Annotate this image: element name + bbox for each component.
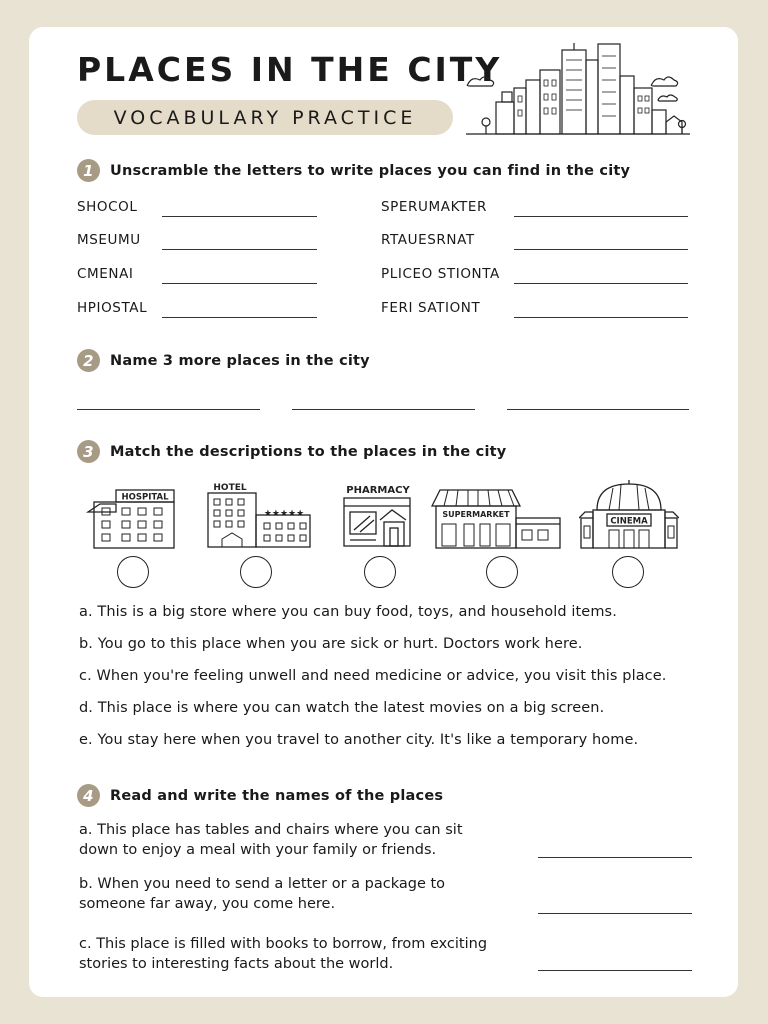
section-2-number: 2 — [77, 349, 100, 372]
pharmacy-icon — [340, 482, 416, 550]
scramble-row — [77, 232, 317, 248]
city-skyline-illustration — [462, 40, 694, 140]
scrambled-word: RTAUESRNAT — [381, 232, 475, 248]
section-2-heading — [77, 349, 370, 372]
answer-line[interactable] — [77, 409, 260, 410]
answer-line[interactable] — [538, 913, 692, 914]
cinema-label: CINEMA — [610, 516, 648, 527]
answer-line[interactable] — [538, 970, 692, 971]
section-3-title: Match the descriptions to the places in the city — [110, 443, 507, 460]
description-b: b. You go to this place when you are sick or hurt. Doctors work here. — [79, 636, 583, 652]
answer-line[interactable] — [514, 316, 688, 318]
read-write-question-c: c. This place is filled with books to borrow, from exciting stories to interesting facts about the world. — [79, 936, 488, 972]
description-c: c. When you're feeling unwell and need medicine or advice, you visit this place. — [79, 668, 667, 684]
pharmacy-label: PHARMACY — [346, 485, 410, 496]
supermarket-icon — [428, 488, 564, 550]
section-4-heading — [77, 784, 443, 807]
answer-line[interactable] — [538, 857, 692, 858]
answer-line[interactable] — [507, 409, 689, 410]
description-a: a. This is a big store where you can buy food, toys, and household items. — [79, 604, 617, 620]
scrambled-word: CMENAI — [77, 266, 134, 282]
svg-text:★★★★★: ★★★★★ — [263, 509, 305, 519]
scramble-row — [77, 266, 317, 282]
hotel-label: HOTEL — [213, 483, 247, 493]
scrambled-word: HPIOSTAL — [77, 300, 148, 316]
subtitle-pill: VOCABULARY PRACTICE — [77, 100, 453, 135]
description-e: e. You stay here when you travel to another city. It's like a temporary home. — [79, 732, 639, 748]
answer-line[interactable] — [514, 282, 688, 284]
scramble-row — [381, 300, 688, 316]
section-4-title: Read and write the names of the places — [110, 787, 444, 804]
hospital-label: HOSPITAL — [121, 492, 169, 503]
answer-line[interactable] — [162, 282, 317, 284]
scramble-row — [381, 232, 688, 248]
description-d: d. This place is where you can watch the latest movies on a big screen. — [79, 700, 605, 716]
answer-line[interactable] — [162, 248, 317, 250]
answer-circle-pharmacy[interactable] — [364, 556, 396, 588]
read-write-question-b: b. When you need to send a letter or a package to someone far away, you come here. — [79, 876, 446, 912]
supermarket-label: SUPERMARKET — [442, 510, 510, 519]
section-3-number: 3 — [77, 440, 100, 463]
scrambled-word: PLICEO STIONTA — [381, 266, 500, 282]
answer-line[interactable] — [292, 409, 475, 410]
scramble-row — [381, 266, 688, 282]
scramble-row — [77, 300, 317, 316]
cinema-icon — [579, 480, 679, 550]
read-write-question-a: a. This place has tables and chairs where you can sit down to enjoy a meal with your family or friends. — [79, 822, 463, 858]
scrambled-word: MSEUMU — [77, 232, 141, 248]
scramble-row — [77, 199, 317, 215]
scrambled-word: SHOCOL — [77, 199, 138, 215]
answer-line[interactable] — [162, 316, 317, 318]
answer-circle-hotel[interactable] — [240, 556, 272, 588]
answer-line[interactable] — [514, 248, 688, 250]
section-1-number: 1 — [77, 159, 100, 182]
answer-line[interactable] — [514, 215, 688, 217]
section-2-title: Name 3 more places in the city — [110, 352, 370, 369]
answer-circle-cinema[interactable] — [612, 556, 644, 588]
answer-circle-supermarket[interactable] — [486, 556, 518, 588]
scrambled-word: FERI SATIONT — [381, 300, 481, 316]
section-4-number: 4 — [77, 784, 100, 807]
section-3-heading — [77, 440, 506, 463]
page-title: PLACES IN THE CITY — [77, 50, 503, 89]
section-1-heading — [77, 159, 630, 182]
section-1-title: Unscramble the letters to write places you can find in the city — [110, 162, 631, 179]
scrambled-word: SPERUMAKTER — [381, 199, 487, 215]
scramble-row — [381, 199, 688, 215]
hospital-icon — [86, 488, 178, 550]
answer-circle-hospital[interactable] — [117, 556, 149, 588]
answer-line[interactable] — [162, 215, 317, 217]
hotel-icon — [204, 481, 314, 551]
